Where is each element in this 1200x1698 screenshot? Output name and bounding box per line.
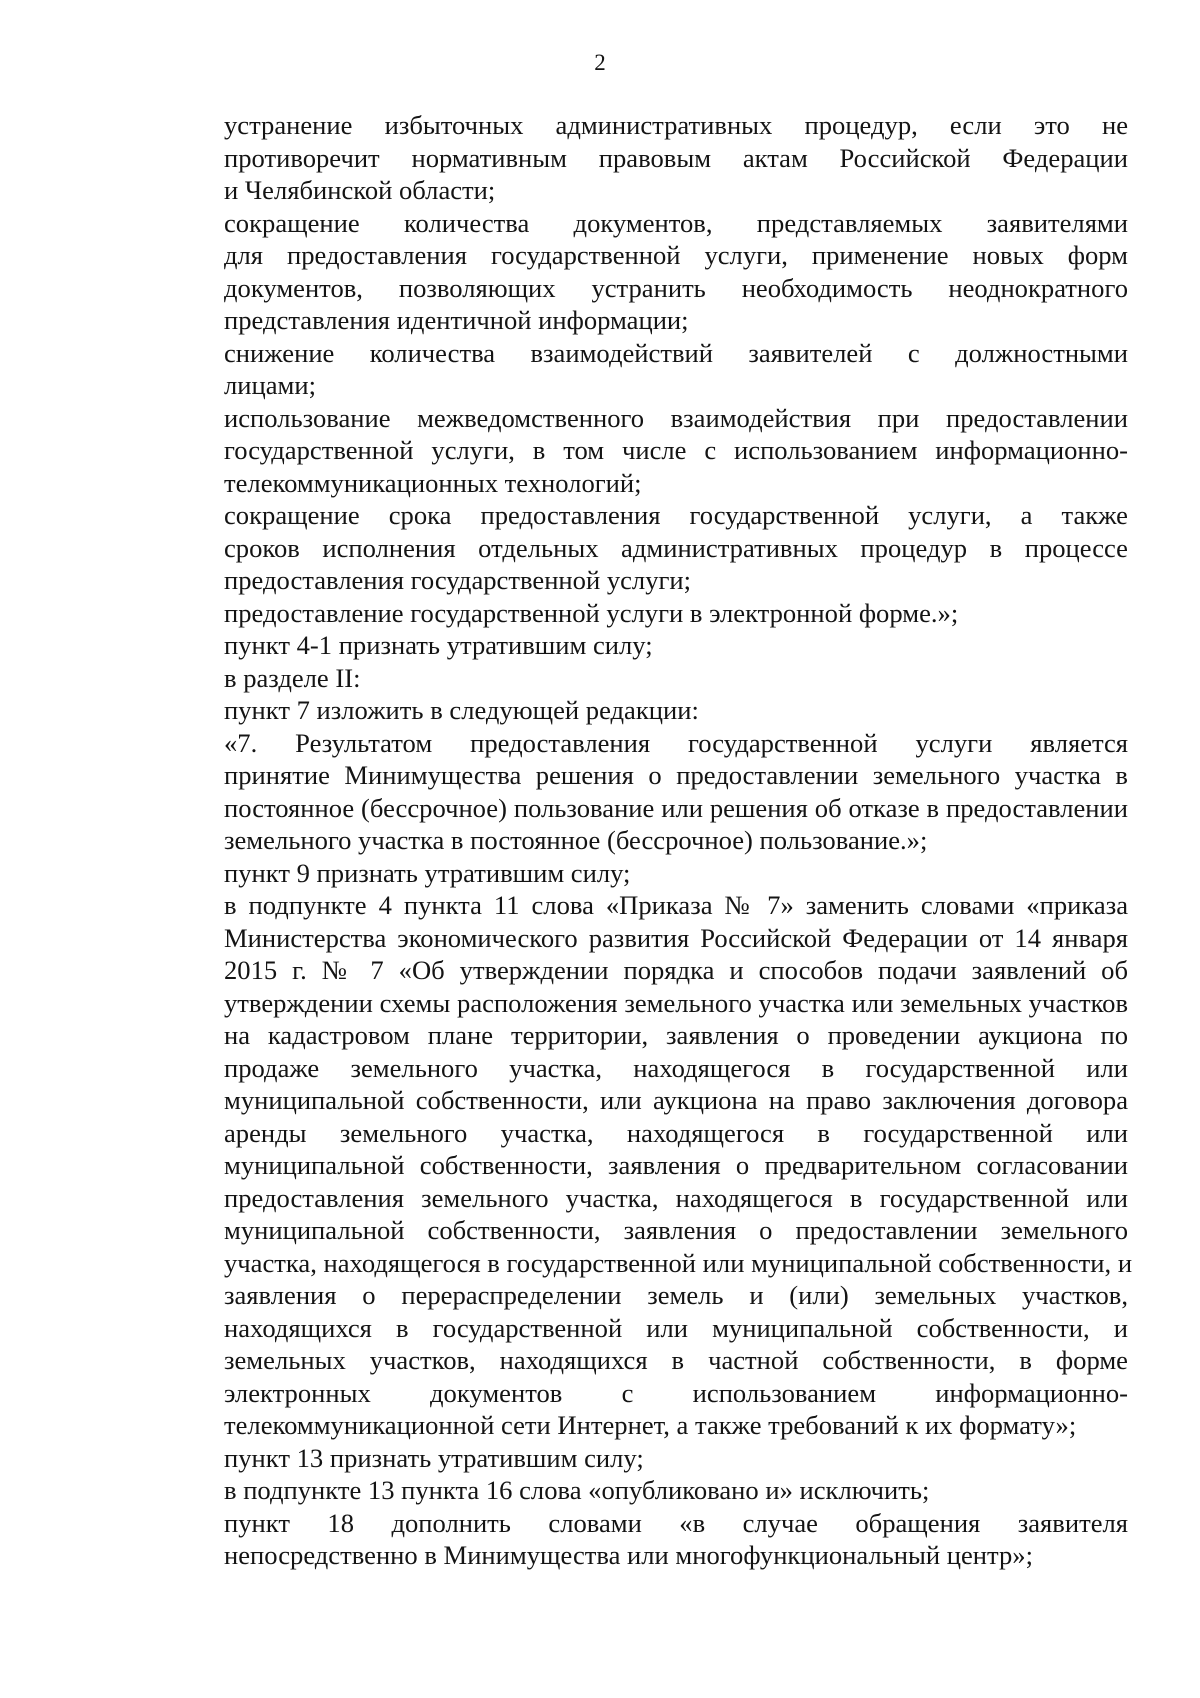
text-line: постоянное (бессрочное) пользование или решения об отказе в предоставлении — [224, 792, 1128, 823]
text-line: снижение количества взаимодействий заявителей с должностными — [224, 337, 1128, 368]
text-line: находящихся в государственной или муниципальной собственности, и — [224, 1312, 1128, 1343]
text-line: пункт 9 признать утратившим силу; — [224, 857, 631, 888]
paragraph — [156, 207, 1128, 337]
text-line: государственной услуги, в том числе с использованием информационно- — [224, 435, 1128, 465]
paragraph — [156, 337, 1128, 402]
text-line: документов, позволяющих устранить необходимость неоднократного — [224, 272, 1128, 303]
text-line: Министерства экономического развития Российской Федерации от 14 января — [224, 922, 1128, 953]
paragraph — [156, 1507, 1128, 1572]
text-line: муниципальной собственности, заявления о предварительном согласовании — [224, 1150, 1128, 1180]
paragraph — [156, 629, 1128, 662]
text-line: сокращение количества документов, представляемых заявителями — [224, 207, 1128, 238]
page-number: 2 — [594, 50, 606, 75]
paragraph — [156, 109, 1128, 207]
text-line: пункт 4-1 признать утратившим силу; — [224, 630, 653, 660]
text-line: сроков исполнения отдельных административных процедур в процессе — [224, 532, 1128, 563]
paragraph — [156, 857, 1128, 890]
text-line: предоставление государственной услуги в электронной форме.»; — [224, 597, 959, 628]
paragraph — [156, 499, 1128, 597]
text-line: принятие Минимущества решения о предоставлении земельного участка в — [224, 760, 1128, 790]
text-line: противоречит нормативным правовым актам Российской Федерации — [224, 142, 1128, 173]
text-line: предоставления земельного участка, находящегося в государственной или — [224, 1182, 1128, 1213]
text-line: муниципальной собственности, или аукциона на право заключения договора — [224, 1085, 1128, 1115]
paragraph — [156, 727, 1128, 857]
paragraph — [156, 597, 1128, 630]
text-line: сокращение срока предоставления государственной услуги, а также — [224, 500, 1128, 530]
text-line: пункт 7 изложить в следующей редакции: — [224, 695, 699, 725]
text-line: пункт 18 дополнить словами «в случае обращения заявителя — [224, 1507, 1128, 1538]
text-line: земельных участков, находящихся в частной собственности, в форме — [224, 1345, 1128, 1375]
text-line: пункт 13 признать утратившим силу; — [224, 1442, 644, 1473]
text-line: продаже земельного участка, находящегося в государственной или — [224, 1052, 1128, 1083]
text-line: заявления о перераспределении земель и (или) земельных участков, — [224, 1280, 1128, 1310]
text-line: 2015 г. № 7 «Об утверждении порядка и способов подачи заявлений об — [224, 955, 1128, 985]
text-line: «7. Результатом предоставления государственной услуги является — [224, 727, 1128, 758]
paragraph — [156, 662, 1128, 695]
text-line: и Челябинской области; — [224, 175, 496, 205]
text-line: лицами; — [224, 370, 316, 400]
text-line: использование межведомственного взаимодействия при предоставлении — [224, 402, 1128, 433]
text-line: в подпункте 13 пункта 16 слова «опубликовано и» исключить; — [224, 1475, 930, 1505]
document-body — [156, 109, 1133, 1572]
paragraph — [156, 1474, 1128, 1507]
text-line: участка, находящегося в государственной или муниципальной собственности, и — [224, 1247, 1133, 1278]
paragraph — [156, 889, 1133, 1442]
text-line: устранение избыточных административных процедур, если это не — [224, 110, 1128, 140]
paragraph — [156, 694, 1128, 727]
text-line: телекоммуникационной сети Интернет, а также требований к их формату»; — [224, 1410, 1077, 1440]
text-line: земельного участка в постоянное (бессрочное) пользование.»; — [224, 825, 928, 855]
text-line: в разделе II: — [224, 662, 361, 693]
text-line: телекоммуникационных технологий; — [224, 467, 642, 498]
paragraph — [156, 1442, 1128, 1475]
text-line: электронных документов с использованием информационно- — [224, 1377, 1128, 1408]
text-line: предоставления государственной услуги; — [224, 565, 692, 595]
text-line: на кадастровом плане территории, заявления о проведении аукциона по — [224, 1020, 1128, 1050]
text-line: в подпункте 4 пункта 11 слова «Приказа № 7» заменить словами «приказа — [224, 890, 1128, 920]
text-line: непосредственно в Минимущества или многофункциональный центр»; — [224, 1540, 1033, 1570]
text-line: представления идентичной информации; — [224, 305, 689, 335]
text-line: для предоставления государственной услуги, применение новых форм — [224, 240, 1128, 270]
paragraph — [156, 402, 1128, 500]
text-line: утверждении схемы расположения земельного участка или земельных участков — [224, 987, 1128, 1018]
text-line: муниципальной собственности, заявления о предоставлении земельного — [224, 1215, 1128, 1245]
text-line: аренды земельного участка, находящегося в государственной или — [224, 1117, 1128, 1148]
